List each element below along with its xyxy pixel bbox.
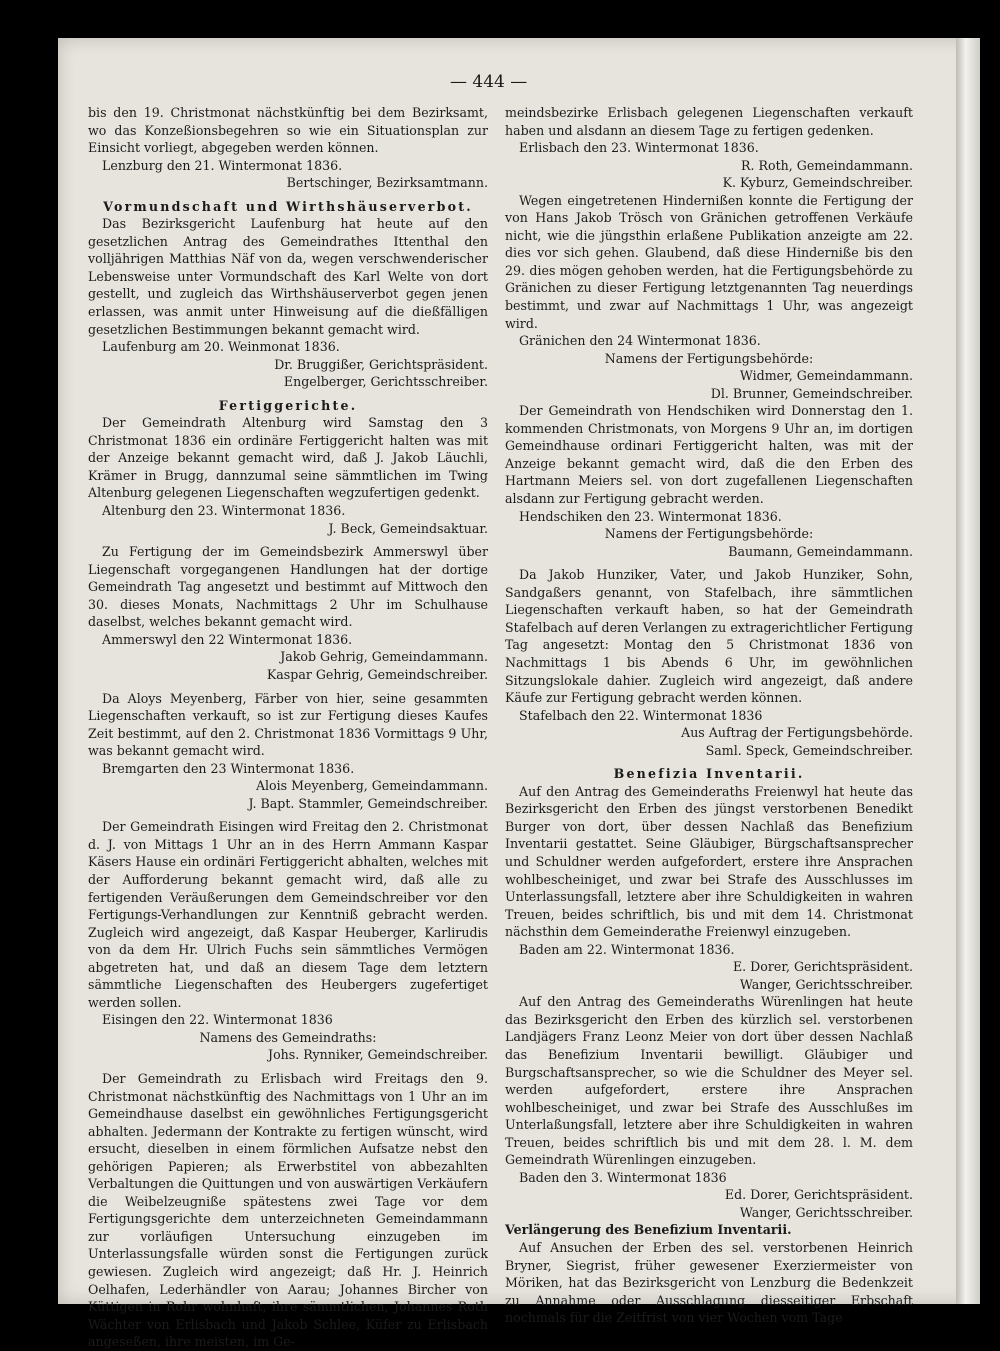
notice-text: Zu Fertigung der im Gemeindsbezirk Ammerswyl über Liegenschaft vorgegangenen Handlungen hat der dortige Gemeindrath Tag angesetzt und bestimmt auf Mittwoch den 30. dieses Monats, Nachmittags 2 Uhr im Schulhause daselbst, welches bekannt gemacht wird. [88, 544, 488, 630]
notice-signature: Ed. Dorer, Gerichtspräsident. [724, 1187, 913, 1203]
notice-signature: K. Kyburz, Gemeindschreiber. [722, 175, 913, 191]
notice-signature: Engelberger, Gerichtsschreiber. [283, 374, 488, 390]
notice-signature: Kaspar Gehrig, Gemeindschreiber. [266, 666, 488, 682]
notice-signature: Widmer, Gemeindammann. [739, 368, 913, 384]
page-number: — 444 — [450, 72, 528, 92]
notice-signature: Johs. Rynniker, Gemeindschreiber. [268, 1047, 488, 1063]
notice-text: Da Jakob Hunziker, Vater, und Jakob Hunziker, Sohn, Sandgaßers genannt, von Stafelbach, ihre sämmtlichen Liegenschaften verkauft haben, so hat der Gemeindrath Stafelbach auf deren Verlangen zu extragerichtlicher Fertigung Tag angesetzt: Montag den 5 Christmonat 1836 von Nachmittags 1 bis Abends 6 Uhr, im gewöhnlichen Sitzungslokale dahier. Zugleich wird angezeigt, daß andere Käufe zur Fertigung gebracht werden können. [505, 567, 913, 706]
notice-signature: J. Bapt. Stammler, Gemeindschreiber. [248, 795, 488, 811]
notice-signature: Bertschinger, Bezirksamtmann. [286, 175, 488, 191]
notice-signature: R. Roth, Gemeindammann. [741, 157, 913, 173]
left-column [88, 104, 488, 1351]
section-heading: Benefizia Inventarii. [613, 766, 805, 782]
notice-text: Der Gemeindrath von Hendschiken wird Donnerstag den 1. kommenden Christmonats, von Morgens 9 Uhr an, im dortigen Gemeindhause ordinari Fertiggericht halten, was mit der Anzeige bekannt gemacht wird, daß die den Erben des Hartmann Meiers sel. von dort zugefallenen Liegenschaften alsdann zur Fertigung gebracht werden. [505, 403, 913, 507]
notice-signature: Dl. Brunner, Gemeindschreiber. [710, 385, 913, 401]
notice-signature: E. Dorer, Gerichtspräsident. [732, 959, 913, 975]
notice-place-date: Baden den 3. Wintermonat 1836 [519, 1169, 727, 1185]
notice-signature: Namens des Gemeindraths: [199, 1029, 377, 1045]
notice-place-date: Laufenburg am 20. Weinmonat 1836. [102, 339, 340, 355]
notice-place-date: Lenzburg den 21. Wintermonat 1836. [102, 157, 343, 173]
notice-text: Auf den Antrag des Gemeinderaths Freienwyl hat heute das Bezirksgericht den Erben des jüngst verstorbenen Benedikt Burger von dort, über dessen Nachlaß das Benefizium Inventarii gestattet. Seine Gläubiger, Bürgschaftsansprecher und Schuldner werden aufgefordert, erstere ihre Ansprachen wohlbescheiniget, und zwar bei Strafe des Ausschlusses im Unterlassungsfall, letztere aber ihre Schuldigkeiten in wahren Treuen, beides schriftlich, bis und mit dem 14. Christmonat nächsthin dem Gemeinderathe Freienwyl einzugeben. [505, 783, 913, 940]
notice-text: Der Gemeindrath zu Erlisbach wird Freitags den 9. Christmonat nächstkünftig des Nachmittags von 1 Uhr an im Gemeindhause daselbst ein gewöhnliches Fertigungsgericht abhalten. Jedermann der Kontrakte zu fertigen wünscht, wird ersucht, dieselben in einem förmlichen Aufsatze nebst den gehörigen Papieren; als Erwerbstitel von abbezahlten Verbaltungen die Quittungen und von auswärtigen Verkäufern die Weibelzeugniße spätestens zwei Tage vor dem Fertigungsgerichte dem unterzeichneten Gemeindammann zur vorläufigen Untersuchung einzugeben im Unterlassungsfalle würden sonst die Fertigungen zurück gewiesen. Zugleich wird angezeigt; daß Hr. J. Heinrich Oelhafen, Lederhändler von Aarau; Johannes Bircher von Küttigen in Rohr wohnhaft, ihre sämmtlichen, Johannes Roth Wächter von Erlisbach und Jakob Schlee, Küfer zu Erlisbach angeseßen, ihre meisten, im Ge- [88, 1070, 488, 1350]
notice-signature: Saml. Speck, Gemeindschreiber. [705, 742, 913, 758]
notice-place-date: Stafelbach den 22. Wintermonat 1836 [519, 707, 763, 723]
section-heading: Fertiggerichte. [218, 397, 358, 413]
notice-place-date: Altenburg den 23. Wintermonat 1836. [102, 503, 346, 519]
notice-text: Wegen eingetretenen Hindernißen konnte die Fertigung der von Hans Jakob Trösch von Gränichen getroffenen Verkäufe nicht, wie die jüngsthin erlaßene Publikation anzeigte am 22. dies vor sich gehen. Glaubend, daß diese Hinderniße bis den 29. dies mögen gehoben werden, hat die Fertigungsbehörde zu Gränichen zu dieser Fertigung letztgenannten Tag neuerdings bestimmt, und zwar auf Nachmittags 1 Uhr, was angezeigt wird. [505, 192, 913, 331]
notice-text: bis den 19. Christmonat nächstkünftig bei dem Bezirksamt, wo das Konzeßionsbegehren so wie ein Situationsplan zur Einsicht vorliegt, abgegeben werden können. [88, 105, 488, 156]
notice-signature: Jakob Gehrig, Gemeindammann. [280, 649, 488, 665]
page-edge [956, 38, 980, 1304]
notice-text: Auf den Antrag des Gemeinderaths Würenlingen hat heute das Bezirksgericht den Erben des kürzlich sel. verstorbenen Landjägers Franz Leonz Meier von dort über dessen Nachlaß das Benefizium Inventarii bewilligt. Gläubiger und Burgschaftsansprecher, so wie die Schuldner des Meyer sel. werden aufgefordert, erstere ihre Ansprachen wohlbescheiniget, und zwar bei Strafe des Ausschlußes im Unterlaßungsfall, letztere aber ihre Schuldigkeiten in wahren Treuen, beides schriftlich bis und mit dem 28. l. M. dem Gemeindrath Würenlingen einzugeben. [505, 994, 913, 1168]
notice-place-date: Erlisbach den 23. Wintermonat 1836. [519, 140, 759, 156]
section-heading: Verlängerung des Benefizium Inventarii. [505, 1222, 792, 1238]
notice-signature: Namens der Fertigungsbehörde: [604, 350, 814, 366]
notice-text: meindsbezirke Erlisbach gelegenen Liegenschaften verkauft haben und alsdann an diesem Tage zu fertigen gedenken. [505, 105, 913, 138]
notice-signature: J. Beck, Gemeindsaktuar. [328, 520, 488, 536]
notice-signature: Aus Auftrag der Fertigungsbehörde. [681, 725, 913, 741]
notice-text: Auf Ansuchen der Erben des sel. verstorbenen Heinrich Bryner, Siegrist, früher gewesener Exerziermeister von Möriken, hat das Bezirksgericht von Lenzburg die Bedenkzeit zu Annahme oder Ausschlagung diesseitiger Erbschaft nochmals für die Zeitfrist von vier Wochen vom Tage [505, 1240, 913, 1326]
notice-place-date: Bremgarten den 23 Wintermonat 1836. [102, 760, 355, 776]
notice-text: Da Aloys Meyenberg, Färber von hier, seine gesammten Liegenschaften verkauft, so ist zur Fertigung dieses Kaufes Zeit bestimmt, auf den 2. Christmonat 1836 Vormittags 9 Uhr, was bekannt gemacht wird. [88, 690, 488, 759]
notice-text: Der Gemeindrath Altenburg wird Samstag den 3 Christmonat 1836 ein ordinäre Fertiggericht halten was mit der Anzeige bekannt gemacht wird, daß J. Jakob Läuchli, Krämer in Brugg, dannzumal seine sämmtlichen im Twing Altenburg gelegenen Liegenschaften wegzufertigen gedenkt. [88, 415, 488, 501]
section-heading: Vormundschaft und Wirthshäuserverbot. [103, 198, 473, 214]
notice-signature: Wanger, Gerichtsschreiber. [739, 1204, 913, 1220]
notice-signature: Namens der Fertigungsbehörde: [604, 526, 814, 542]
notice-signature: Alois Meyenberg, Gemeindammann. [255, 778, 488, 794]
notice-place-date: Ammerswyl den 22 Wintermonat 1836. [102, 631, 353, 647]
notice-text: Das Bezirksgericht Laufenburg hat heute auf den gesetzlichen Antrag des Gemeindrathes Ittenthal den volljährigen Matthias Näf von da, wegen verschwenderischer Lebensweise unter Vormundschaft des Karl Welte von dort gestellt, und zugleich das Wirthshäuserverbot gegen jenen erlassen, was anmit unter Hinweisung auf die dießfälligen gesetzlichen Bestimmungen bekannt gemacht wird. [88, 216, 488, 337]
notice-signature: Dr. Bruggißer, Gerichtspräsident. [274, 356, 488, 372]
notice-place-date: Gränichen den 24 Wintermonat 1836. [519, 333, 761, 349]
notice-place-date: Baden am 22. Wintermonat 1836. [519, 941, 735, 957]
right-column [505, 104, 913, 1327]
notice-place-date: Hendschiken den 23. Wintermonat 1836. [519, 508, 782, 524]
notice-text: Der Gemeindrath Eisingen wird Freitag den 2. Christmonat d. J. von Mittags 1 Uhr an in des Herrn Ammann Kaspar Käsers Hause ein ordinäri Fertiggericht abhalten, welches mit der Aufforderung bekannt gemacht wird, daß alle zu fertigenden Veräußerungen dem Gemeindschreiber vor den Fertigungs-Verhandlungen zur Kenntniß gebracht werden. Zugleich wird angezeigt, daß Kaspar Heuberger, Karlirudis von da dem Hr. Ulrich Fuchs sein sämmtliches Vermögen abgetreten hat, und daß an diesem Tage dem letztern sämmtliche Liegenschaften des Heubergers zugefertiget werden sollen. [88, 819, 488, 1010]
notice-signature: Wanger, Gerichtsschreiber. [739, 976, 913, 992]
notice-place-date: Eisingen den 22. Wintermonat 1836 [102, 1012, 333, 1028]
notice-signature: Baumann, Gemeindammann. [728, 543, 913, 559]
